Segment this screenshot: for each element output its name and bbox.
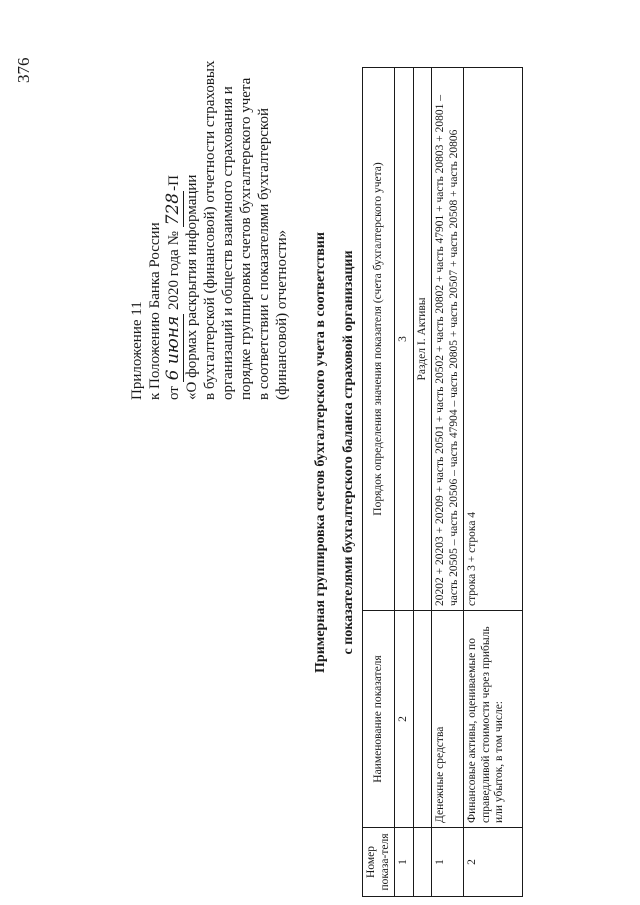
page-number: 376 [14, 57, 33, 83]
table-row [464, 68, 523, 897]
appendix-block [128, 60, 291, 400]
handwritten-date: 6 июня [163, 315, 183, 381]
table-header-row [363, 68, 395, 897]
header-number: Номер показа-теля [363, 828, 395, 897]
appendix-regulation-line6: организаций и обществ взаимного страхования и [220, 86, 236, 400]
number-suffix: -П [166, 175, 182, 191]
date-year: 2020 года № [166, 231, 182, 311]
appendix-title: Приложение 11 [129, 301, 145, 400]
row-number: 2 [464, 828, 523, 897]
appendix-regulation-line9: (финансовой) отчетности» [274, 229, 290, 400]
section-row [413, 68, 432, 897]
section-empty-cell [413, 611, 432, 828]
document-title-line1: Примерная группировка счетов бухгалтерского учета в соответствии [313, 232, 328, 673]
section-empty-cell [413, 828, 432, 897]
column-number: 2 [395, 611, 414, 828]
appendix-reference: к Положению Банка России [147, 222, 163, 400]
section-label: Раздел I. Активы [413, 68, 432, 611]
appendix-date-line [164, 60, 183, 400]
header-formula: Порядок определения значения показателя (счета бухгалтерского учета) [363, 68, 395, 611]
row-name: Денежные средства [432, 611, 464, 828]
column-number: 3 [395, 68, 414, 611]
appendix-regulation-line8: в соответствии с показателями бухгалтерской [256, 108, 272, 400]
handwritten-number: 728 [163, 192, 183, 226]
row-name: Финансовые активы, оцениваемые по справедливой стоимости через прибыль или убыток, в том числе: [464, 611, 523, 828]
date-prefix: от [166, 386, 182, 400]
appendix-regulation-title: «О формах раскрытия информации [184, 174, 200, 400]
column-number: 1 [395, 828, 414, 897]
header-name: Наименование показателя [363, 611, 395, 828]
row-formula: 20202 + 20203 + 20209 + часть 20501 + часть 20502 + часть 20802 + часть 47901 + часть 20803 + 20801 – часть 20505 – часть 20506 – часть 47904 – часть 20805 + часть 20507 + часть 20508 + часть 20806 [432, 68, 464, 611]
column-number-row [395, 68, 414, 897]
appendix-regulation-line7: порядке группировки счетов бухгалтерского учета [238, 77, 254, 400]
row-number: 1 [432, 828, 464, 897]
appendix-regulation-line5: в бухгалтерской (финансовой) отчетности страховых [202, 60, 218, 400]
table-row [432, 68, 464, 897]
grouping-table [362, 67, 523, 897]
document-title-line2: с показателями бухгалтерского баланса страховой организации [341, 250, 356, 655]
row-formula: строка 3 + строка 4 [464, 68, 523, 611]
